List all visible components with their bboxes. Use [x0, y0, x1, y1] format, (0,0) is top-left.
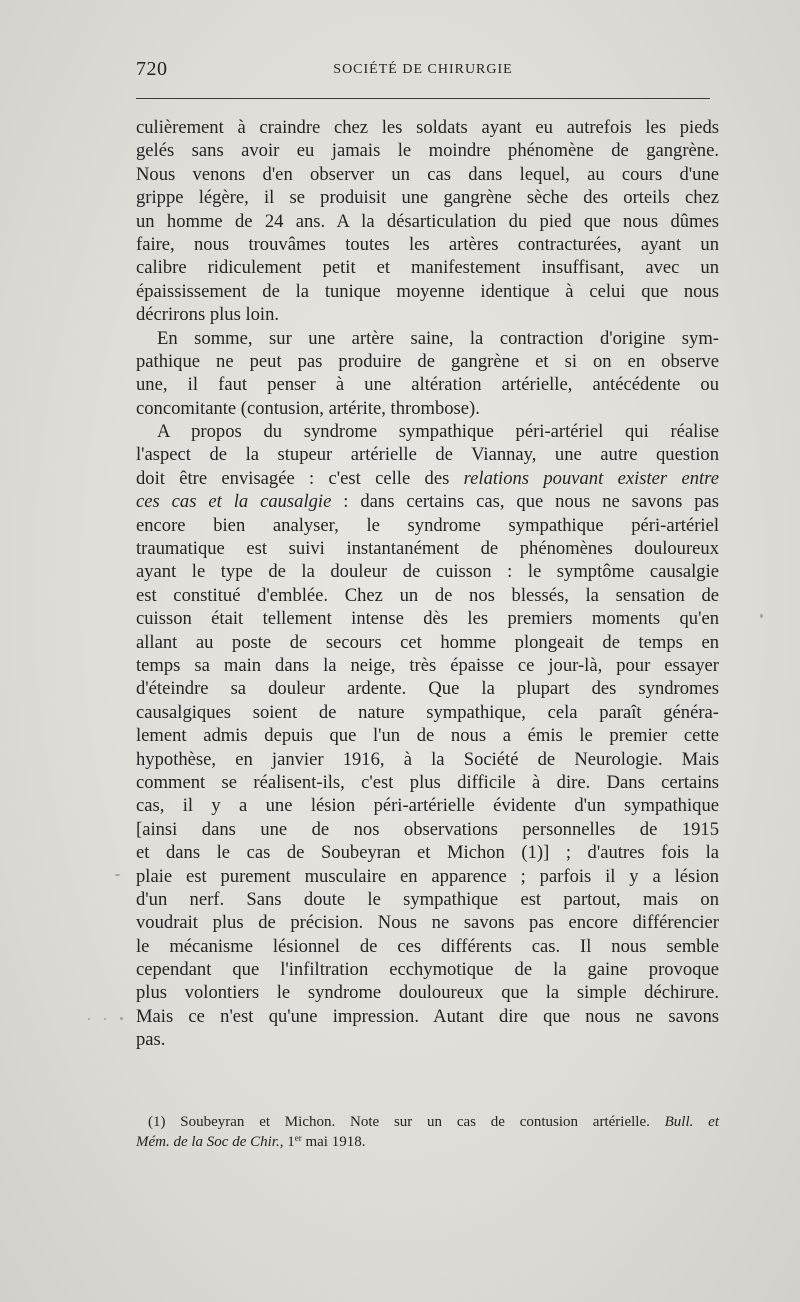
text-line: plus volontiers le syndrome douloureux que la simple déchirure.	[136, 982, 719, 1004]
text-line: cas, il y a une lésion péri-artérielle évidente d'un sympathique	[136, 795, 719, 817]
footnote-text: (1) Soubeyran et Michon. Note sur un cas de contusion artérielle.	[148, 1114, 665, 1130]
header-rule	[136, 98, 710, 99]
footnote-line	[136, 1112, 719, 1132]
text-line	[136, 467, 719, 490]
text-line: Mais ce n'est qu'une impression. Autant dire que nous ne savons	[136, 1005, 719, 1027]
text-line: cependant que l'infiltration ecchymotique de la gaine provoque	[136, 959, 719, 981]
footnote	[136, 1112, 719, 1152]
text-line: A propos du syndrome sympathique péri-artériel qui réalise	[157, 421, 719, 443]
footnote-line	[136, 1132, 719, 1152]
scan-speck	[760, 614, 763, 618]
text-line: hypothèse, en janvier 1916, à la Société de Neurologie. Mais	[136, 748, 719, 770]
text-line: gelés sans avoir eu jamais le moindre phénomène de gangrène.	[136, 140, 719, 162]
text-line: concomitante (contusion, artérite, thrombose).	[136, 397, 480, 419]
text-line: comment se réalisent-ils, c'est plus difficile à dire. Dans certains	[136, 771, 719, 793]
text-line: est constitué d'emblée. Chez un de nos blessés, la sensation de	[136, 584, 719, 606]
text-line: En somme, sur une artère saine, la contraction d'origine sym-	[157, 327, 719, 349]
text-line: calibre ridiculement petit et manifestement insuffisant, avec un	[136, 257, 719, 279]
text-line: traumatique est suivi instantanément de phénomènes douloureux	[136, 538, 719, 560]
text-line: pas.	[136, 1029, 166, 1051]
text-run: doit être envisagée : c'est celle des	[136, 467, 464, 489]
text-line: causalgiques soient de nature sympathique, cela paraît généra-	[136, 701, 719, 723]
footnote-journal: Bull. et	[664, 1114, 719, 1130]
scan-speck	[104, 1018, 106, 1020]
italic-phrase: relations pouvant exister entre	[463, 467, 719, 489]
text-line: cuisson était tellement intense dès les premiers moments qu'en	[136, 608, 719, 630]
text-line: culièrement à craindre chez les soldats ayant eu autrefois les pieds	[136, 117, 719, 138]
text-line: ayant le type de la douleur de cuisson : le symptôme causalgie	[136, 561, 719, 583]
italic-phrase: ces cas et la causalgie	[136, 491, 332, 513]
scan-speck	[115, 874, 120, 876]
text-line: une, il faut penser à une altération artérielle, antécédente ou	[136, 374, 719, 396]
scan-speck	[88, 1018, 90, 1020]
text-line: pathique ne peut pas produire de gangrène et si on en observe	[136, 350, 719, 372]
text-line: décrirons plus loin.	[136, 304, 280, 326]
text-line: et dans le cas de Soubeyran et Michon (1)] ; d'autres fois la	[136, 842, 719, 864]
footnote-journal: Mém. de la Soc de Chir.	[136, 1134, 280, 1150]
text-run: : dans certains cas, que nous ne savons pas	[331, 491, 720, 513]
text-line: d'éteindre sa douleur ardente. Que la plupart des syndromes	[136, 678, 719, 700]
text-line: [ainsi dans une de nos observations personnelles de 1915	[136, 818, 719, 840]
text-line: grippe légère, il se produisit une gangrène sèche des orteils chez	[136, 187, 719, 209]
text-line: d'un nerf. Sans doute le sympathique est partout, mais on	[136, 888, 719, 910]
text-line: allant au poste de secours cet homme plongeait de temps en	[136, 631, 719, 653]
page-header	[136, 58, 710, 88]
text-line: lement admis depuis que l'un de nous a émis le premier cette	[136, 725, 719, 747]
body-text	[136, 116, 719, 1052]
footnote-text: , 1	[279, 1134, 295, 1150]
text-line: encore bien analyser, le syndrome sympathique péri-artériel	[136, 514, 719, 536]
page-number: 720	[136, 58, 168, 80]
scan-speck	[120, 1017, 123, 1020]
ordinal-superscript: er	[294, 1133, 302, 1143]
text-line: le mécanisme lésionnel de ces différents cas. Il nous semble	[136, 935, 719, 957]
footnote-date: mai 1918.	[301, 1134, 366, 1150]
text-line: temps sa main dans la neige, très épaisse ce jour-là, pour essayer	[136, 654, 719, 676]
text-line: plaie est purement musculaire en apparence ; parfois il y a lésion	[136, 865, 719, 887]
text-line: faire, nous trouvâmes toutes les artères contracturées, ayant un	[136, 233, 719, 255]
running-head: SOCIÉTÉ DE CHIRURGIE	[333, 62, 513, 77]
text-line: épaississement de la tunique moyenne identique à celui que nous	[136, 280, 719, 302]
text-line	[136, 490, 719, 513]
text-line: l'aspect de la stupeur artérielle de Viannay, une autre question	[136, 444, 719, 466]
text-line: Nous venons d'en observer un cas dans lequel, au cours d'une	[136, 163, 719, 185]
text-line: voudrait plus de précision. Nous ne savons pas encore différencier	[136, 912, 719, 934]
text-line: un homme de 24 ans. A la désarticulation du pied que nous dûmes	[136, 210, 719, 232]
